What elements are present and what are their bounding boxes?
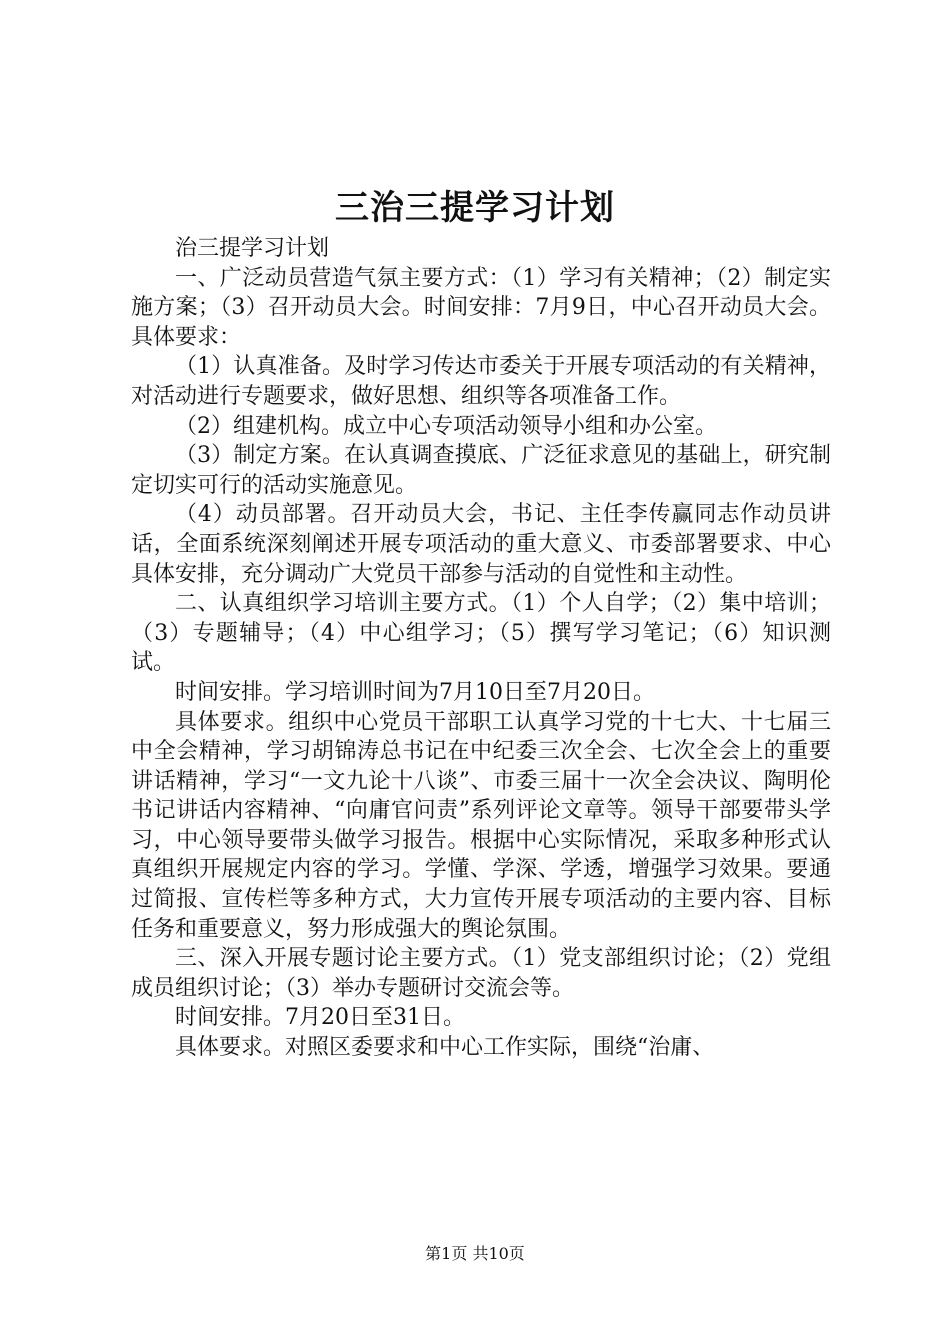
- paragraph-section-2: 二、认真组织学习培训主要方式。（1）个人自学；（2）集中培训；（3）专题辅导；（4）中心组学习；（5）撰写学习笔记；（6）知识测试。: [131, 591, 831, 676]
- page-number-footer: 第1页 共10页: [425, 1244, 525, 1263]
- document-title: 三治三提学习计划: [335, 188, 615, 228]
- paragraph-subtitle: 治三提学习计划: [175, 236, 330, 261]
- document-body: [131, 234, 831, 1063]
- paragraph-requirements-2: 具体要求。组织中心党员干部职工认真学习党的十七大、十七届三中全会精神，学习胡锦涛总书记在中纪委三次全会、七次全会上的重要讲话精神，学习“一文九论十八谈”、市委三届十一次全会决议、陶明伦书记讲话内容精神、“向庸官问责”系列评论文章等。领导干部要带头学习，中心领导要带头做学习报告。根据中心实际情况，采取多种形式认真组织开展规定内容的学习。学懂、学深、学透，增强学习效果。要通过简报、宣传栏等多种方式，大力宣传开展专项活动的主要内容、目标任务和重要意义，努力形成强大的舆论氛围。: [131, 709, 831, 942]
- paragraph-requirements-3: 具体要求。对照区委要求和中心工作实际，围绕“治庸、: [175, 1035, 715, 1061]
- paragraph-schedule-2: 时间安排。学习培训时间为7月10日至7月20日。: [175, 679, 655, 705]
- paragraph-item-3: （3）制定方案。在认真调查摸底、广泛征求意见的基础上，研究制定切实可行的活动实施意见。: [131, 443, 831, 498]
- paragraph-section-1: 一、广泛动员营造气氛主要方式：（1）学习有关精神；（2）制定实施方案；（3）召开动员大会。时间安排：7月9日，中心召开动员大会。具体要求：: [131, 265, 831, 350]
- paragraph-section-3: 三、深入开展专题讨论主要方式。（1）党支部组织讨论；（2）党组成员组织讨论；（3）举办专题研讨交流会等。: [131, 946, 831, 1001]
- paragraph-item-1: （1）认真准备。及时学习传达市委关于开展专项活动的有关精神，对活动进行专题要求，做好思想、组织等各项准备工作。: [131, 354, 831, 409]
- paragraph-item-2: （2）组建机构。成立中心专项活动领导小组和办公室。: [175, 413, 717, 439]
- paragraph-item-4: （4）动员部署。召开动员大会，书记、主任李传赢同志作动员讲话，全面系统深刻阐述开展专项活动的重大意义、市委部署要求、中心具体安排，充分调动广大党员干部参与活动的自觉性和主动性。: [131, 502, 831, 587]
- paragraph-schedule-3: 时间安排。7月20日至31日。: [175, 1005, 465, 1031]
